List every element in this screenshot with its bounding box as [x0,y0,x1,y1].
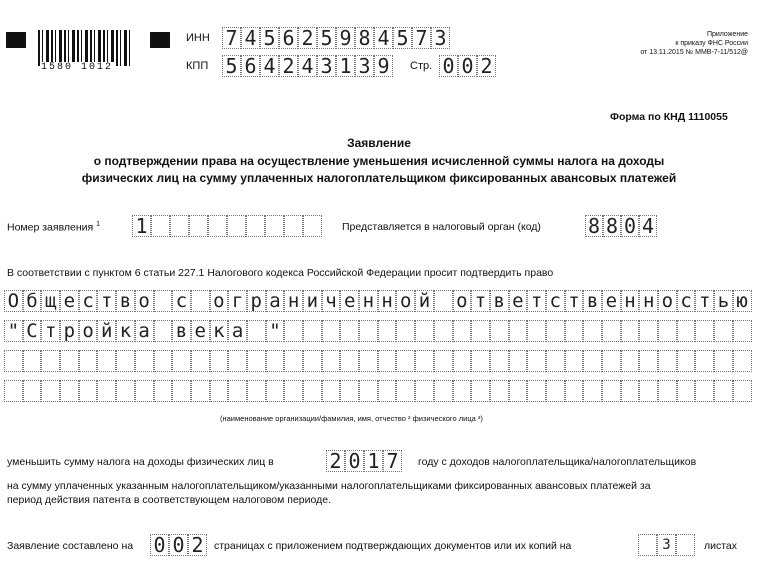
organization-name-cell[interactable]: р [60,320,79,342]
organization-name-cell[interactable]: о [79,320,98,342]
tax-year-digit-cell[interactable]: 0 [345,450,364,472]
organization-name-cell[interactable] [116,350,135,372]
organization-name-cell[interactable] [639,380,658,402]
application-number-digit-cell[interactable] [284,215,303,237]
organization-name-cell[interactable]: к [116,320,135,342]
organization-name-cell[interactable] [23,380,42,402]
barcode-number: 1580 1012 [41,62,114,73]
page-digit-cell[interactable]: 0 [439,55,458,77]
inn-digit-cell[interactable]: 7 [222,27,241,49]
organization-name-cell[interactable] [677,350,696,372]
application-number-digit-cell[interactable] [265,215,284,237]
inn-digit-cell[interactable]: 5 [260,27,279,49]
tax-year-digit-cell[interactable]: 1 [364,450,383,472]
organization-name-cell[interactable] [116,380,135,402]
kpp-digit-cell[interactable]: 3 [317,55,336,77]
kpp-digit-cell[interactable]: 4 [260,55,279,77]
inn-digit-cell[interactable]: 9 [336,27,355,49]
organization-name-cell[interactable] [546,380,565,402]
organization-name-cell[interactable] [266,350,285,372]
organization-name-cell[interactable] [602,380,621,402]
organization-name-cell[interactable] [172,350,191,372]
organization-name-cell[interactable] [602,320,621,342]
organization-name-cell[interactable]: т [527,290,546,312]
organization-name-cell[interactable] [378,320,397,342]
organization-name-cell[interactable]: ь [714,290,733,312]
organization-name-cell[interactable] [733,350,752,372]
organization-name-cell[interactable] [509,380,528,402]
organization-name-cell[interactable] [322,350,341,372]
application-number-digit-cell[interactable] [246,215,265,237]
organization-name-cell[interactable] [509,350,528,372]
organization-name-cell[interactable] [135,350,154,372]
inn-digit-cell[interactable]: 5 [317,27,336,49]
appendix-note [560,30,748,57]
tax-authority-digit-cell[interactable]: 8 [603,215,621,237]
organization-name-cell[interactable] [490,320,509,342]
organization-name-cell[interactable] [621,320,640,342]
appendix-line-2: к приказу ФНС России [675,40,748,47]
organization-name-cell[interactable]: т [471,290,490,312]
kpp-digit-cell[interactable]: 6 [241,55,260,77]
organization-name-cell[interactable] [359,380,378,402]
appendix-line-3: от 13.11.2015 № ММВ-7-11/512@ [640,49,748,56]
request-text: В соответствии с пунктом 6 статьи 227.1 Налогового кодекса Российской Федерации просит подтвердить право [7,267,554,279]
organization-name-cell[interactable] [695,380,714,402]
organization-name-cell[interactable] [378,350,397,372]
application-number-digit-cell[interactable] [208,215,227,237]
organization-name-row[interactable] [4,290,752,312]
organization-name-cell[interactable] [415,380,434,402]
organization-name-cell[interactable]: а [135,320,154,342]
inn-digit-cell[interactable]: 5 [393,27,412,49]
organization-name-cell[interactable] [340,320,359,342]
organization-name-cell[interactable]: р [247,290,266,312]
organization-name-cell[interactable]: т [41,320,60,342]
organization-name-cell[interactable]: о [135,290,154,312]
organization-name-cell[interactable]: с [172,290,191,312]
pages-count-field[interactable] [150,534,207,556]
organization-name-cell[interactable] [191,350,210,372]
organization-name-cell[interactable] [210,380,229,402]
organization-name-cell[interactable] [583,350,602,372]
tax-year-digit-cell[interactable]: 7 [383,450,402,472]
organization-name-cell[interactable] [434,320,453,342]
inn-digit-cell[interactable]: 6 [279,27,298,49]
organization-name-cell[interactable] [340,350,359,372]
kpp-digit-cell[interactable]: 2 [279,55,298,77]
organization-name-cell[interactable] [583,380,602,402]
organization-name-cell[interactable] [490,380,509,402]
organization-name-cell[interactable] [583,320,602,342]
organization-name-cell[interactable] [471,320,490,342]
organization-name-cell[interactable] [677,380,696,402]
organization-name-cell[interactable] [378,380,397,402]
organization-name-cell[interactable]: С [23,320,42,342]
organization-name-cell[interactable]: е [340,290,359,312]
organization-name-cell[interactable]: а [228,320,247,342]
organization-name-cell[interactable]: о [396,290,415,312]
organization-name-cell[interactable] [210,350,229,372]
page-digit-cell[interactable]: 0 [458,55,477,77]
organization-name-cell[interactable]: " [266,320,285,342]
organization-name-cell[interactable] [4,380,23,402]
organization-name-cell[interactable] [396,320,415,342]
organization-name-cell[interactable]: й [415,290,434,312]
sheets-count-digit-cell[interactable] [676,534,695,556]
organization-name-cell[interactable]: е [509,290,528,312]
organization-name-cell[interactable]: в [490,290,509,312]
organization-name-cell[interactable] [490,350,509,372]
footnote-1: 1 [96,221,101,228]
organization-name-cell[interactable] [97,350,116,372]
organization-name-cell[interactable] [434,290,453,312]
sheets-count-field[interactable] [638,534,695,556]
organization-name-cell[interactable]: в [172,320,191,342]
organization-name-cell[interactable] [621,350,640,372]
organization-name-row[interactable] [4,350,752,372]
organization-name-cell[interactable] [154,350,173,372]
organization-name-cell[interactable] [228,350,247,372]
organization-name-cell[interactable] [434,380,453,402]
organization-name-cell[interactable] [396,350,415,372]
organization-name-cell[interactable] [415,320,434,342]
corner-marker-right [150,32,170,48]
barcode [38,30,130,66]
application-number-digit-cell[interactable] [151,215,170,237]
organization-name-cell[interactable] [658,380,677,402]
organization-name-cell[interactable]: и [303,290,322,312]
organization-name-cell[interactable] [453,380,472,402]
organization-name-cell[interactable] [228,380,247,402]
application-number-digit-cell[interactable] [303,215,322,237]
organization-name-cell[interactable]: с [79,290,98,312]
organization-name-cell[interactable]: ч [322,290,341,312]
organization-name-cell[interactable]: О [4,290,23,312]
organization-name-cell[interactable]: ю [733,290,752,312]
organization-name-cell[interactable] [154,320,173,342]
organization-name-row[interactable] [4,380,752,402]
organization-name-cell[interactable] [97,380,116,402]
organization-name-cell[interactable]: е [60,290,79,312]
organization-name-cell[interactable]: н [621,290,640,312]
organization-name-cell[interactable]: щ [41,290,60,312]
organization-name-cell[interactable] [714,320,733,342]
organization-name-cell[interactable] [135,380,154,402]
application-number-text: Номер заявления [7,221,94,234]
kpp-digit-cell[interactable]: 5 [222,55,241,77]
title-line-2: о подтверждении права на осуществление уменьшения исчисленной суммы налога на доходы [93,154,665,168]
kpp-field[interactable] [222,55,393,77]
pages-count-digit-cell[interactable]: 2 [188,534,207,556]
sheets-count-digit-cell[interactable] [638,534,657,556]
organization-name-cell[interactable] [396,380,415,402]
organization-name-cell[interactable]: о [453,290,472,312]
appendix-line-1: Приложение [706,31,748,38]
organization-name-cell[interactable]: е [191,320,210,342]
organization-name-cell[interactable] [247,380,266,402]
organization-name-cell[interactable] [677,320,696,342]
attachment-label: страницах с приложением подтверждающих документов или их копий на [214,540,572,552]
title-line-3: физических лиц на сумму уплаченных налогоплательщиком фиксированных авансовых платежей [81,171,677,185]
application-number-digit-cell[interactable]: 1 [132,215,151,237]
paid-text-line-2: период действия патента в соответствующем налоговом периоде. [7,494,332,506]
organization-name-cell[interactable]: с [677,290,696,312]
organization-name-cell[interactable] [303,350,322,372]
organization-name-cell[interactable] [284,320,303,342]
organization-caption: (наименование организации/фамилия, имя, отчество ² физического лица ³) [220,414,483,423]
organization-name-cell[interactable]: о [658,290,677,312]
paid-text-line-1: на сумму уплаченных указанным налогоплательщиком/указанными налогоплательщиками фиксированных авансовых платежей за [7,480,651,492]
organization-name-cell[interactable]: б [23,290,42,312]
organization-name-cell[interactable] [359,320,378,342]
organization-name-cell[interactable] [359,350,378,372]
organization-name-cell[interactable] [714,350,733,372]
application-number-label [7,221,100,234]
organization-name-row[interactable] [4,320,752,342]
kpp-label: КПП [186,60,209,72]
organization-name-cell[interactable]: н [284,290,303,312]
inn-digit-cell[interactable]: 7 [412,27,431,49]
organization-name-cell[interactable] [565,380,584,402]
organization-name-cell[interactable] [23,350,42,372]
organization-name-cell[interactable] [453,320,472,342]
sheets-count-digit-cell[interactable]: 3 [657,534,676,556]
organization-name-cell[interactable] [434,350,453,372]
kpp-digit-cell[interactable]: 4 [298,55,317,77]
tax-authority-label: Представляется в налоговый орган (код) [342,221,541,233]
inn-digit-cell[interactable]: 3 [431,27,450,49]
tax-year-field[interactable] [326,450,402,472]
organization-name-cell[interactable] [60,350,79,372]
organization-name-cell[interactable] [415,350,434,372]
organization-name-cell[interactable] [191,380,210,402]
organization-name-cell[interactable]: н [639,290,658,312]
organization-name-cell[interactable] [527,380,546,402]
organization-name-cell[interactable] [509,320,528,342]
organization-name-cell[interactable]: а [266,290,285,312]
year-suffix-text: году с доходов налогоплательщика/налогоплательщиков [418,456,697,468]
organization-name-cell[interactable] [4,350,23,372]
inn-field[interactable] [222,27,450,49]
form-code: Форма по КНД 1110055 [610,111,728,123]
organization-name-cell[interactable] [639,320,658,342]
organization-name-cell[interactable] [733,380,752,402]
organization-name-cell[interactable] [154,380,173,402]
organization-name-cell[interactable] [303,320,322,342]
organization-name-cell[interactable] [266,380,285,402]
organization-name-cell[interactable]: в [583,290,602,312]
tax-authority-code-field[interactable] [585,215,657,237]
inn-digit-cell[interactable]: 2 [298,27,317,49]
tax-authority-digit-cell[interactable]: 8 [585,215,603,237]
organization-name-cell[interactable] [322,380,341,402]
title-line-1: Заявление [347,136,411,150]
organization-name-cell[interactable] [714,380,733,402]
organization-name-cell[interactable]: в [116,290,135,312]
page-number-field[interactable] [439,55,496,77]
inn-digit-cell[interactable]: 4 [241,27,260,49]
organization-name-cell[interactable] [639,350,658,372]
kpp-digit-cell[interactable]: 9 [374,55,393,77]
organization-name-cell[interactable] [546,320,565,342]
organization-name-cell[interactable] [471,380,490,402]
organization-name-cell[interactable] [658,350,677,372]
organization-name-cell[interactable] [172,380,191,402]
organization-name-cell[interactable] [79,380,98,402]
organization-name-cell[interactable]: т [695,290,714,312]
organization-name-cell[interactable] [79,350,98,372]
organization-name-cell[interactable] [60,380,79,402]
organization-name-cell[interactable]: г [228,290,247,312]
application-number-digit-cell[interactable] [170,215,189,237]
organization-name-cell[interactable] [191,290,210,312]
organization-name-cell[interactable]: к [210,320,229,342]
organization-name-cell[interactable] [733,320,752,342]
organization-name-cell[interactable]: й [97,320,116,342]
corner-marker-left [6,32,26,48]
organization-name-cell[interactable] [621,380,640,402]
organization-name-cell[interactable] [340,380,359,402]
application-number-field[interactable] [132,215,322,237]
organization-name-cell[interactable]: т [565,290,584,312]
page-label: Стр. [410,60,433,72]
kpp-digit-cell[interactable]: 3 [355,55,374,77]
organization-name-cell[interactable] [658,320,677,342]
reduce-tax-label: уменьшить сумму налога на доходы физических лиц в [7,456,274,468]
tax-year-digit-cell[interactable]: 2 [326,450,345,472]
organization-name-cell[interactable]: н [359,290,378,312]
organization-name-cell[interactable]: " [4,320,23,342]
tax-authority-digit-cell[interactable]: 4 [639,215,657,237]
application-number-digit-cell[interactable] [189,215,208,237]
organization-name-cell[interactable] [247,320,266,342]
organization-name-cell[interactable]: с [546,290,565,312]
organization-name-cell[interactable] [154,290,173,312]
organization-name-cell[interactable] [695,350,714,372]
organization-name-cell[interactable] [41,350,60,372]
organization-name-cell[interactable]: е [602,290,621,312]
organization-name-cell[interactable] [284,380,303,402]
organization-name-cell[interactable] [565,350,584,372]
tax-authority-digit-cell[interactable]: 0 [621,215,639,237]
organization-name-cell[interactable] [527,350,546,372]
organization-name-cell[interactable]: т [97,290,116,312]
organization-name-cell[interactable] [602,350,621,372]
pages-count-digit-cell[interactable]: 0 [150,534,169,556]
organization-name-cell[interactable] [247,350,266,372]
organization-name-cell[interactable] [546,350,565,372]
organization-name-cell[interactable] [565,320,584,342]
sheets-label: листах [704,540,738,552]
organization-name-cell[interactable] [695,320,714,342]
organization-name-cell[interactable] [322,320,341,342]
organization-name-cell[interactable] [453,350,472,372]
pages-count-digit-cell[interactable]: 0 [169,534,188,556]
organization-name-cell[interactable] [303,380,322,402]
organization-name-cell[interactable] [471,350,490,372]
organization-name-cell[interactable] [527,320,546,342]
inn-digit-cell[interactable]: 4 [374,27,393,49]
composed-on-label: Заявление составлено на [7,540,134,552]
kpp-digit-cell[interactable]: 1 [336,55,355,77]
organization-name-cell[interactable]: о [210,290,229,312]
organization-name-cell[interactable] [41,380,60,402]
inn-digit-cell[interactable]: 8 [355,27,374,49]
page-digit-cell[interactable]: 2 [477,55,496,77]
organization-name-cell[interactable] [284,350,303,372]
application-number-digit-cell[interactable] [227,215,246,237]
inn-label: ИНН [186,32,210,44]
organization-name-cell[interactable]: н [378,290,397,312]
